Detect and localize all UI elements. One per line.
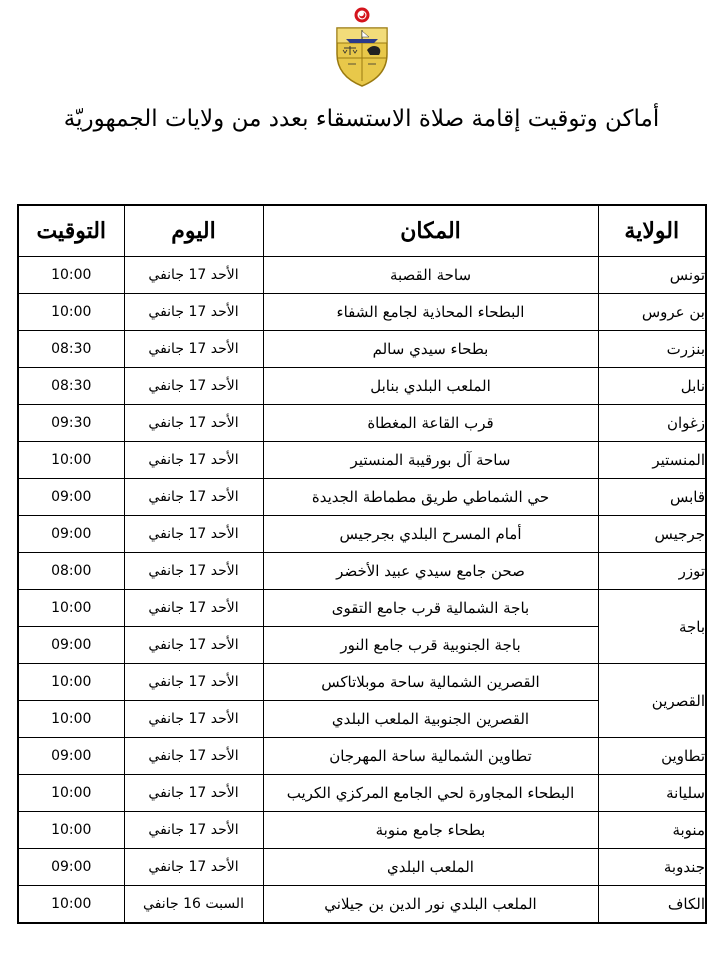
time-cell: 10:00 bbox=[18, 590, 124, 627]
table-row bbox=[18, 257, 706, 294]
time-cell: 10:00 bbox=[18, 812, 124, 849]
table-header-row bbox=[18, 205, 706, 257]
place-cell: باجة الجنوبية قرب جامع النور bbox=[263, 627, 598, 664]
time-cell: 09:00 bbox=[18, 738, 124, 775]
table-row bbox=[18, 553, 706, 590]
governorate-cell: تطاوين bbox=[598, 738, 706, 775]
place-cell: البطحاء المجاورة لحي الجامع المركزي الكريب bbox=[263, 775, 598, 812]
day-cell: الأحد 17 جانفي bbox=[124, 590, 263, 627]
place-cell: حي الشماطي طريق مطماطة الجديدة bbox=[263, 479, 598, 516]
day-cell: الأحد 17 جانفي bbox=[124, 479, 263, 516]
place-cell: القصرين الجنوبية الملعب البلدي bbox=[263, 701, 598, 738]
place-cell: ساحة القصبة bbox=[263, 257, 598, 294]
page-title: أماكن وتوقيت إقامة صلاة الاستسقاء بعدد من ولايات الجمهوريّة bbox=[63, 106, 660, 132]
governorate-cell: قابس bbox=[598, 479, 706, 516]
day-cell: الأحد 17 جانفي bbox=[124, 331, 263, 368]
governorate-cell: جرجيس bbox=[598, 516, 706, 553]
governorate-cell: نابل bbox=[598, 368, 706, 405]
time-cell: 08:30 bbox=[18, 331, 124, 368]
time-cell: 09:00 bbox=[18, 516, 124, 553]
time-cell: 08:30 bbox=[18, 368, 124, 405]
place-cell: الملعب البلدي بنابل bbox=[263, 368, 598, 405]
time-cell: 09:00 bbox=[18, 849, 124, 886]
time-cell: 10:00 bbox=[18, 257, 124, 294]
day-cell: الأحد 17 جانفي bbox=[124, 701, 263, 738]
day-cell: الأحد 17 جانفي bbox=[124, 516, 263, 553]
place-cell: قرب القاعة المغطاة bbox=[263, 405, 598, 442]
governorate-cell: الكاف bbox=[598, 886, 706, 924]
place-cell: صحن جامع سيدي عبيد الأخضر bbox=[263, 553, 598, 590]
day-cell: الأحد 17 جانفي bbox=[124, 664, 263, 701]
day-cell: الأحد 17 جانفي bbox=[124, 294, 263, 331]
table-row bbox=[18, 849, 706, 886]
place-cell: ساحة آل بورقيبة المنستير bbox=[263, 442, 598, 479]
time-cell: 10:00 bbox=[18, 294, 124, 331]
time-cell: 10:00 bbox=[18, 442, 124, 479]
governorate-cell: جندوبة bbox=[598, 849, 706, 886]
time-cell: 09:00 bbox=[18, 479, 124, 516]
table-row bbox=[18, 775, 706, 812]
table-row bbox=[18, 886, 706, 924]
place-cell: الملعب البلدي bbox=[263, 849, 598, 886]
governorate-cell: بن عروس bbox=[598, 294, 706, 331]
place-cell: البطحاء المحاذية لجامع الشفاء bbox=[263, 294, 598, 331]
place-cell: بطحاء سيدي سالم bbox=[263, 331, 598, 368]
prayer-schedule-table bbox=[17, 204, 707, 924]
table-row bbox=[18, 405, 706, 442]
day-cell: الأحد 17 جانفي bbox=[124, 738, 263, 775]
day-cell: الأحد 17 جانفي bbox=[124, 553, 263, 590]
place-cell: القصرين الشمالية ساحة موبلاتاكس bbox=[263, 664, 598, 701]
table-row bbox=[18, 479, 706, 516]
day-cell: الأحد 17 جانفي bbox=[124, 368, 263, 405]
time-cell: 10:00 bbox=[18, 664, 124, 701]
day-cell: الأحد 17 جانفي bbox=[124, 405, 263, 442]
place-cell: بطحاء جامع منوبة bbox=[263, 812, 598, 849]
day-cell: السبت 16 جانفي bbox=[124, 886, 263, 924]
governorate-cell: سليانة bbox=[598, 775, 706, 812]
column-header-place: المكان bbox=[263, 205, 598, 257]
column-header-day: اليوم bbox=[124, 205, 263, 257]
place-cell: باجة الشمالية قرب جامع التقوى bbox=[263, 590, 598, 627]
day-cell: الأحد 17 جانفي bbox=[124, 627, 263, 664]
day-cell: الأحد 17 جانفي bbox=[124, 257, 263, 294]
time-cell: 10:00 bbox=[18, 775, 124, 812]
time-cell: 10:00 bbox=[18, 886, 124, 924]
day-cell: الأحد 17 جانفي bbox=[124, 442, 263, 479]
governorate-cell: توزر bbox=[598, 553, 706, 590]
table-row bbox=[18, 368, 706, 405]
time-cell: 09:30 bbox=[18, 405, 124, 442]
governorate-cell: تونس bbox=[598, 257, 706, 294]
tunisia-coat-of-arms-icon bbox=[332, 6, 392, 88]
governorate-cell: القصرين bbox=[598, 664, 706, 738]
column-header-time: التوقيت bbox=[18, 205, 124, 257]
table-row bbox=[18, 294, 706, 331]
table-row bbox=[18, 738, 706, 775]
table-row bbox=[18, 812, 706, 849]
time-cell: 09:00 bbox=[18, 627, 124, 664]
table-row bbox=[18, 442, 706, 479]
day-cell: الأحد 17 جانفي bbox=[124, 812, 263, 849]
day-cell: الأحد 17 جانفي bbox=[124, 849, 263, 886]
time-cell: 08:00 bbox=[18, 553, 124, 590]
table-row bbox=[18, 516, 706, 553]
day-cell: الأحد 17 جانفي bbox=[124, 775, 263, 812]
governorate-cell: منوبة bbox=[598, 812, 706, 849]
table-row bbox=[18, 331, 706, 368]
place-cell: أمام المسرح البلدي بجرجيس bbox=[263, 516, 598, 553]
governorate-cell: بنزرت bbox=[598, 331, 706, 368]
place-cell: تطاوين الشمالية ساحة المهرجان bbox=[263, 738, 598, 775]
governorate-cell: باجة bbox=[598, 590, 706, 664]
time-cell: 10:00 bbox=[18, 701, 124, 738]
table-row bbox=[18, 664, 706, 701]
governorate-cell: المنستير bbox=[598, 442, 706, 479]
table-row bbox=[18, 590, 706, 627]
column-header-governorate: الولاية bbox=[598, 205, 706, 257]
place-cell: الملعب البلدي نور الدين بن جيلاني bbox=[263, 886, 598, 924]
governorate-cell: زغوان bbox=[598, 405, 706, 442]
